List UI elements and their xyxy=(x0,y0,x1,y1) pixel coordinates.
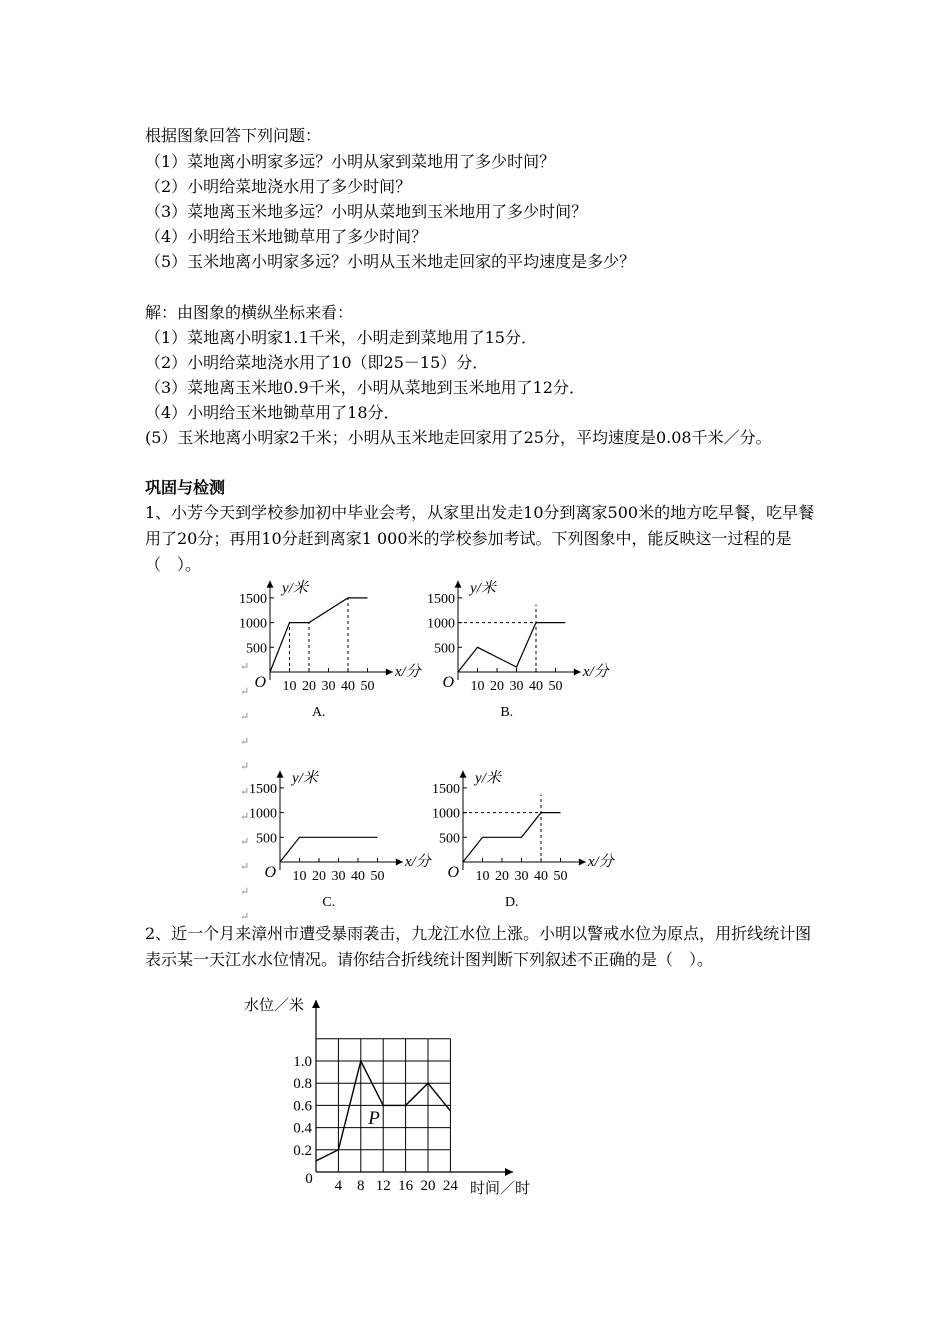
y-tick-label: 1000 xyxy=(432,806,460,822)
origin-label: O xyxy=(264,864,276,881)
return-mark: ↵ xyxy=(240,810,250,823)
y-axis-label: y/米 xyxy=(475,770,501,787)
y-tick-label: 500 xyxy=(246,641,267,657)
section-title: 巩固与检测 xyxy=(145,478,226,497)
y-tick-label: 1000 xyxy=(427,616,455,632)
point-p-label: P xyxy=(368,1108,380,1129)
return-mark: ↵ xyxy=(240,760,250,773)
origin-label: O xyxy=(447,864,459,881)
question-4: （4）小明给玉米地锄草用了多少时间？ xyxy=(145,227,428,246)
y-tick-label: 0.8 xyxy=(293,1076,312,1093)
return-mark: ↵ xyxy=(240,835,250,848)
return-mark: ↵ xyxy=(240,910,250,923)
option-label: A. xyxy=(311,705,326,720)
x-axis-label: 时间／时 xyxy=(470,1181,531,1197)
answer-2: （2）小明给菜地浇水用了10（即25－15）分． xyxy=(145,353,489,372)
x-tick-label: 30 xyxy=(514,869,529,884)
x-tick-label: 40 xyxy=(341,679,355,694)
answer-1: （1）菜地离小明家1.1千米，小明走到菜地用了15分． xyxy=(145,328,537,347)
y-tick-label: 0.6 xyxy=(293,1098,312,1115)
question-3: （3）菜地离玉米地多远？小明从菜地到玉米地用了多少时间？ xyxy=(145,202,588,221)
x-tick-label: 10 xyxy=(292,869,307,884)
option-label: C. xyxy=(322,895,336,910)
y-tick-label: 500 xyxy=(439,831,460,847)
intro-heading: 根据图象回答下列问题： xyxy=(145,126,322,145)
x-tick-label: 10 xyxy=(282,679,297,694)
question-1-text: 1、小芳今天到学校参加初中毕业会考，从家里出发走10分到离家500米的地方吃早餐，吃早餐用了20分；再用10分赶到离家1 000米的学校参加考试。下列图象中，能反映这一过程的是（ ）。 xyxy=(145,503,815,574)
return-mark: ↵ xyxy=(240,685,250,698)
answer-4: （4）小明给玉米地锄草用了18分． xyxy=(145,403,400,422)
x-tick-label: 50 xyxy=(553,869,568,884)
x-tick-label: 24 xyxy=(442,1178,458,1194)
return-mark: ↵ xyxy=(240,885,250,898)
x-tick-label: 30 xyxy=(331,869,346,884)
return-mark: ↵ xyxy=(240,710,250,723)
question-5: （5）玉米地离小明家多远？小明从玉米地走回家的平均速度是多少？ xyxy=(145,252,636,271)
x-tick-label: 4 xyxy=(334,1178,343,1194)
option-label: B. xyxy=(500,705,514,720)
x-tick-label: 30 xyxy=(509,679,524,694)
x-tick-label: 8 xyxy=(357,1178,365,1194)
return-mark: ↵ xyxy=(240,660,250,673)
question-1: （1）菜地离小明家多远？小明从家到菜地用了多少时间？ xyxy=(145,152,556,171)
option-label: D. xyxy=(504,895,519,910)
y-tick-label: 1.0 xyxy=(293,1054,312,1070)
return-mark: ↵ xyxy=(240,860,250,873)
x-axis-arrow-icon xyxy=(505,1168,513,1176)
y-tick-label: 0.4 xyxy=(293,1120,312,1137)
y-tick-label: 1000 xyxy=(239,616,267,632)
x-tick-label: 12 xyxy=(375,1178,391,1194)
x-tick-label: 20 xyxy=(312,869,326,884)
y-tick-label: 500 xyxy=(434,641,455,657)
origin-label: O xyxy=(442,674,454,691)
x-tick-label: 16 xyxy=(398,1178,414,1194)
y-axis-label: y/米 xyxy=(292,770,318,787)
origin-label: 0 xyxy=(305,1171,313,1187)
question-2: （2）小明给菜地浇水用了多少时间？ xyxy=(145,177,412,196)
x-tick-label: 50 xyxy=(370,869,385,884)
x-axis-label: x/分 xyxy=(582,664,609,680)
x-tick-label: 40 xyxy=(534,869,548,884)
answer-5: (5）玉米地离小明家2千米；小明从玉米地走回家用了25分，平均速度是0.08千米／分。 xyxy=(145,428,772,447)
x-tick-label: 50 xyxy=(360,679,375,694)
answer-3: （3）菜地离玉米地0.9千米，小明从菜地到玉米地用了12分． xyxy=(145,378,585,397)
x-tick-label: 40 xyxy=(529,679,543,694)
x-tick-label: 50 xyxy=(548,679,563,694)
x-tick-label: 20 xyxy=(490,679,504,694)
y-tick-label: 1500 xyxy=(427,591,455,607)
return-mark: ↵ xyxy=(240,785,250,798)
y-axis-label: 水位／米 xyxy=(244,998,305,1014)
x-axis-label: x/分 xyxy=(394,664,421,680)
y-axis-arrow-icon xyxy=(312,1000,320,1008)
question-2-text: 2、近一个月来漳州市遭受暴雨袭击，九龙江水位上涨。小明以警戒水位为原点，用折线统计图表示某一天江水水位情况。请你结合折线统计图判断下列叙述不正确的是（ ）。 xyxy=(145,924,812,969)
y-tick-label: 0.2 xyxy=(293,1142,312,1159)
y-axis-label: y/米 xyxy=(282,580,308,597)
x-tick-label: 20 xyxy=(420,1178,436,1194)
y-tick-label: 1500 xyxy=(249,781,277,797)
y-axis-label: y/米 xyxy=(470,580,496,597)
x-tick-label: 20 xyxy=(302,679,316,694)
origin-label: O xyxy=(254,674,266,691)
x-tick-label: 20 xyxy=(495,869,509,884)
x-axis-label: x/分 xyxy=(404,854,431,870)
x-axis-label: x/分 xyxy=(587,854,614,870)
y-tick-label: 1500 xyxy=(432,781,460,797)
y-tick-label: 500 xyxy=(256,831,277,847)
x-tick-label: 10 xyxy=(475,869,490,884)
y-tick-label: 1500 xyxy=(239,591,267,607)
return-mark: ↵ xyxy=(240,735,250,748)
x-tick-label: 10 xyxy=(470,679,485,694)
x-tick-label: 30 xyxy=(321,679,336,694)
solution-heading: 解：由图象的横纵坐标来看： xyxy=(145,303,354,322)
x-tick-label: 40 xyxy=(351,869,365,884)
y-tick-label: 1000 xyxy=(249,806,277,822)
